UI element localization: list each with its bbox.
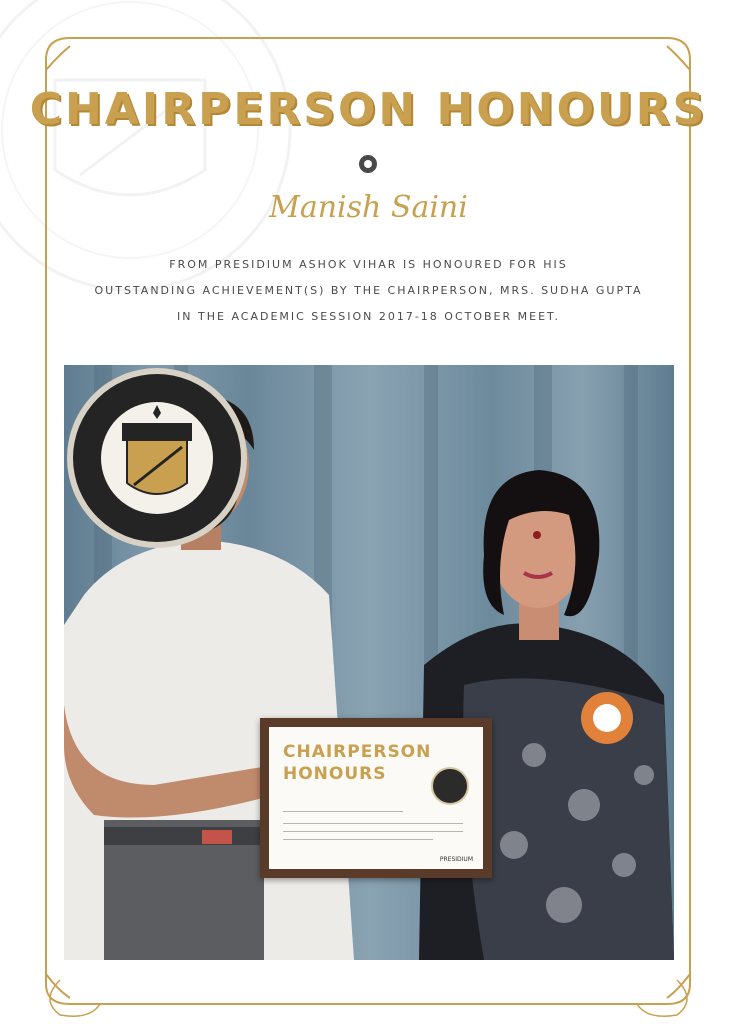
- certificate-line: [283, 839, 433, 840]
- certificate-paper: [269, 727, 483, 869]
- description-line-3: IN THE ACADEMIC SESSION 2017-18 OCTOBER MEET.: [177, 310, 560, 323]
- certificate-line: [283, 811, 403, 812]
- ornament-icon: [358, 154, 378, 174]
- page-title: CHAIRPERSON HONOURS: [29, 84, 708, 135]
- ceremony-photo: [64, 365, 674, 960]
- certificate-frame: [260, 718, 492, 878]
- certificate-title: [283, 741, 431, 785]
- certificate-title-line-2: HONOURS: [283, 764, 387, 784]
- honour-description: [60, 252, 677, 330]
- description-line-1: FROM PRESIDIUM ASHOK VIHAR IS HONOURED FOR HIS: [169, 258, 568, 271]
- honoree-name: Manish Saini: [269, 190, 468, 225]
- certificate-line: [283, 831, 463, 832]
- certificate-brand: PRESIDIUM: [439, 856, 473, 863]
- certificate-seal-icon: [431, 767, 469, 805]
- description-line-2: OUTSTANDING ACHIEVEMENT(S) BY THE CHAIRPERSON, MRS. SUDHA GUPTA: [94, 284, 643, 297]
- chairperson-honours-badge: [64, 365, 250, 551]
- certificate-title-line-1: CHAIRPERSON: [283, 742, 432, 762]
- certificate-line: [283, 823, 463, 824]
